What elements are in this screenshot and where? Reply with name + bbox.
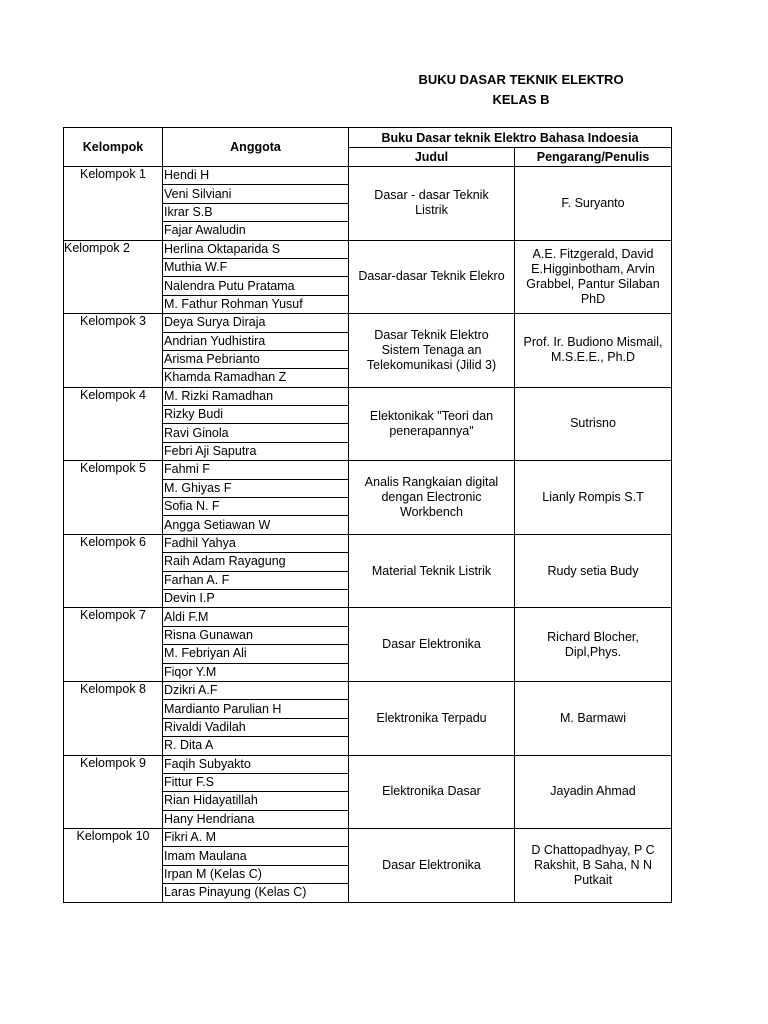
kelompok-cell: Kelompok 5 [64, 461, 163, 535]
member-cell: Veni Silviani [163, 185, 349, 203]
judul-line: Sistem Tenaga an [381, 342, 482, 357]
pengarang-line: Richard Blocher, [547, 629, 639, 644]
table-row [64, 167, 672, 185]
member-cell: Faqih Subyakto [163, 755, 349, 773]
judul-line: Telekomunikasi (Jilid 3) [366, 357, 497, 372]
judul-cell [349, 387, 515, 461]
member-cell: M. Rizki Ramadhan [163, 387, 349, 405]
pengarang-line: Jayadin Ahmad [550, 784, 636, 799]
pengarang-cell [515, 314, 672, 388]
judul-line: Material Teknik Listrik [371, 563, 492, 578]
pengarang-cell [515, 167, 672, 241]
member-cell: M. Fathur Rohman Yusuf [163, 295, 349, 313]
member-cell: Rizky Budi [163, 406, 349, 424]
kelompok-cell: Kelompok 9 [64, 755, 163, 829]
table-row [64, 534, 672, 552]
member-cell: Fiqor Y.M [163, 663, 349, 681]
pengarang-line: Prof. Ir. Budiono Mismail, [523, 335, 663, 350]
table-row [64, 608, 672, 626]
member-cell: Deya Surya Diraja [163, 314, 349, 332]
kelompok-cell: Kelompok 10 [64, 829, 163, 903]
judul-cell [349, 461, 515, 535]
judul-line: Dasar Teknik Elektro [374, 327, 489, 342]
member-cell: Raih Adam Rayagung [163, 553, 349, 571]
judul-line: dengan Electronic [381, 490, 482, 505]
kelompok-cell: Kelompok 8 [64, 681, 163, 755]
member-cell: Mardianto Parulian H [163, 700, 349, 718]
member-cell: Ikrar S.B [163, 203, 349, 221]
table-row [64, 240, 672, 258]
judul-cell [349, 240, 515, 314]
judul-cell [349, 829, 515, 903]
pengarang-line: D Chattopadhyay, P C [531, 842, 655, 857]
document-title: BUKU DASAR TEKNIK ELEKTRO [418, 72, 624, 87]
pengarang-line: PhD [580, 291, 606, 306]
pengarang-line: E.Higginbotham, Arvin [531, 261, 655, 276]
pengarang-cell [515, 681, 672, 755]
pengarang-line: Grabbel, Pantur Silaban [526, 276, 660, 291]
member-cell: Devin I.P [163, 589, 349, 607]
judul-line: Elektonikak "Teori dan [369, 408, 494, 423]
judul-line: Dasar-dasar Teknik Elekro [358, 269, 505, 284]
judul-cell [349, 681, 515, 755]
document-subtitle: KELAS B [492, 92, 550, 107]
kelompok-cell: Kelompok 4 [64, 387, 163, 461]
judul-line: Elektronika Terpadu [376, 710, 487, 725]
judul-line: Workbench [400, 505, 463, 520]
table-row [64, 681, 672, 699]
kelompok-cell: Kelompok 3 [64, 314, 163, 388]
kelompok-cell: Kelompok 6 [64, 534, 163, 608]
member-cell: Angga Setiawan W [163, 516, 349, 534]
book-assignment-table [63, 127, 672, 903]
member-cell: Sofia N. F [163, 498, 349, 516]
judul-cell [349, 608, 515, 682]
pengarang-cell [515, 461, 672, 535]
pengarang-line: Rakshit, B Saha, N N [533, 857, 653, 872]
member-cell: Rian Hidayatillah [163, 792, 349, 810]
member-cell: Farhan A. F [163, 571, 349, 589]
table-body [64, 167, 672, 903]
member-cell: M. Febriyan Ali [163, 645, 349, 663]
header-pengarang: Pengarang/Penulis [515, 148, 672, 167]
table-row [64, 461, 672, 479]
member-cell: Rivaldi Vadilah [163, 718, 349, 736]
judul-line: Dasar - dasar Teknik [374, 188, 489, 203]
kelompok-cell: Kelompok 1 [64, 167, 163, 241]
member-cell: Imam Maulana [163, 847, 349, 865]
table-row [64, 387, 672, 405]
kelompok-cell: Kelompok 7 [64, 608, 163, 682]
member-cell: Fahmi F [163, 461, 349, 479]
judul-line: Dasar Elektronika [382, 637, 481, 652]
judul-cell [349, 755, 515, 829]
pengarang-line: Dipl,Phys. [564, 644, 622, 659]
judul-line: Dasar Elektronika [382, 857, 481, 872]
pengarang-cell [515, 829, 672, 903]
judul-line: penerapannya" [389, 423, 474, 438]
member-cell: Fittur F.S [163, 773, 349, 791]
judul-line: Analis Rangkaian digital [364, 475, 499, 490]
member-cell: Fadhil Yahya [163, 534, 349, 552]
pengarang-cell [515, 240, 672, 314]
member-cell: Ravi Ginola [163, 424, 349, 442]
member-cell: Irpan M (Kelas C) [163, 865, 349, 883]
pengarang-cell [515, 387, 672, 461]
member-cell: Fikri A. M [163, 829, 349, 847]
member-cell: Andrian Yudhistira [163, 332, 349, 350]
table-row [64, 314, 672, 332]
pengarang-cell [515, 534, 672, 608]
member-cell: Fajar Awaludin [163, 222, 349, 240]
judul-line: Elektronika Dasar [382, 784, 481, 799]
member-cell: M. Ghiyas F [163, 479, 349, 497]
member-cell: Aldi F.M [163, 608, 349, 626]
member-cell: Herlina Oktaparida S [163, 240, 349, 258]
member-cell: Khamda Ramadhan Z [163, 369, 349, 387]
member-cell: Hendi H [163, 167, 349, 185]
header-kelompok: Kelompok [64, 128, 163, 167]
member-cell: Laras Pinayung (Kelas C) [163, 884, 349, 902]
pengarang-line: M.S.E.E., Ph.D [550, 350, 636, 365]
member-cell: Risna Gunawan [163, 626, 349, 644]
member-cell: R. Dita A [163, 737, 349, 755]
table-row [64, 755, 672, 773]
header-anggota: Anggota [163, 128, 349, 167]
header-judul: Judul [349, 148, 515, 167]
member-cell: Hany Hendriana [163, 810, 349, 828]
pengarang-line: Lianly Rompis S.T [542, 490, 644, 505]
pengarang-line: Putkait [573, 872, 613, 887]
judul-line: Listrik [415, 203, 448, 218]
pengarang-cell [515, 608, 672, 682]
judul-cell [349, 167, 515, 241]
pengarang-line: F. Suryanto [561, 195, 625, 210]
member-cell: Muthia W.F [163, 258, 349, 276]
pengarang-line: A.E. Fitzgerald, David [532, 246, 654, 261]
member-cell: Nalendra Putu Pratama [163, 277, 349, 295]
member-cell: Dzikri A.F [163, 681, 349, 699]
judul-cell [349, 314, 515, 388]
member-cell: Febri Aji Saputra [163, 442, 349, 460]
header-buku: Buku Dasar teknik Elektro Bahasa Indoesia [349, 128, 672, 148]
pengarang-line: Sutrisno [570, 416, 616, 431]
member-cell: Arisma Pebrianto [163, 350, 349, 368]
pengarang-line: M. Barmawi [560, 710, 626, 725]
table-row [64, 829, 672, 847]
kelompok-cell: Kelompok 2 [64, 240, 163, 314]
judul-cell [349, 534, 515, 608]
pengarang-cell [515, 755, 672, 829]
pengarang-line: Rudy setia Budy [547, 563, 639, 578]
